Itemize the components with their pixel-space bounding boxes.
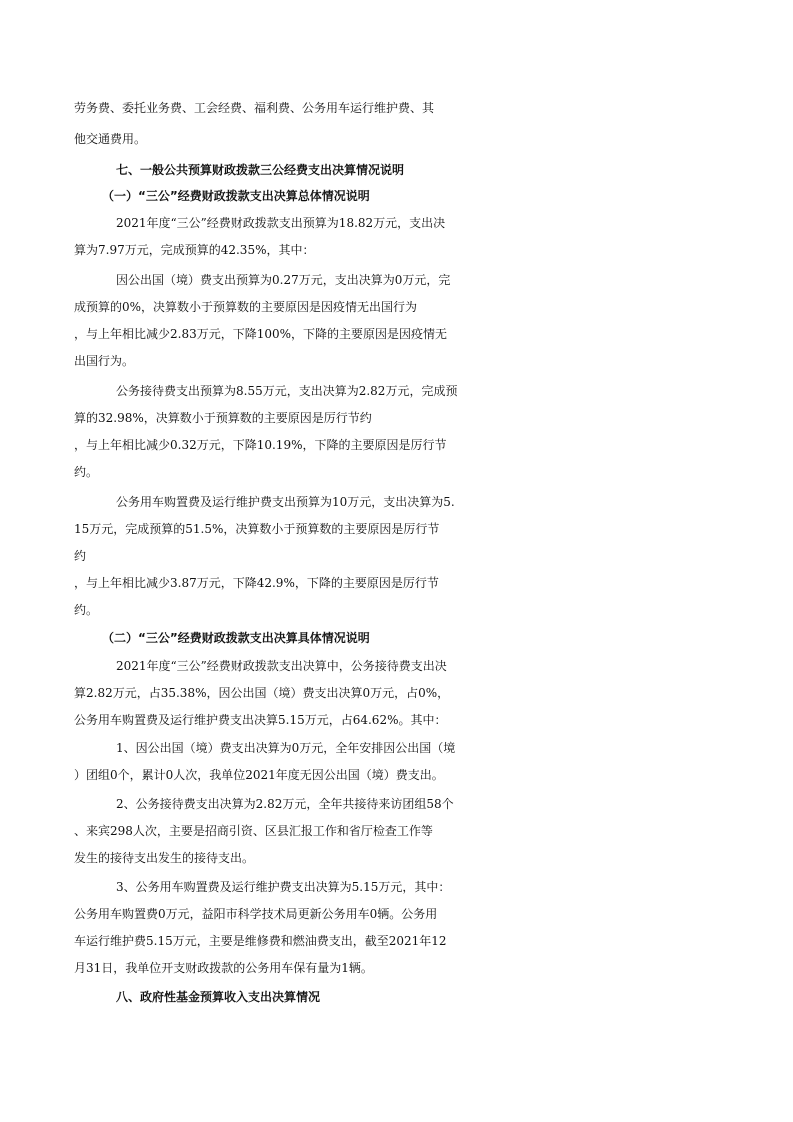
body-text-line: 3、公务用车购置费及运行维护费支出决算为5.15万元，其中： <box>116 880 451 894</box>
body-text-line: 约。 <box>74 603 99 617</box>
body-text-line: 约 <box>74 549 87 563</box>
body-text-line: 出国行为。 <box>74 354 135 368</box>
body-text-line: 算的32.98%，决算数小于预算数的主要原因是厉行节约 <box>74 411 372 425</box>
subsection-heading-1: （一）“三公”经费财政拨款支出决算总体情况说明 <box>102 189 370 203</box>
body-text-line: 车运行维护费5.15万元，主要是维修费和燃油费支出，截至2021年12 <box>74 934 447 948</box>
body-text-line: 劳务费、委托业务费、工会经费、福利费、公务用车运行维护费、其 <box>74 101 435 115</box>
body-text-line: 他交通费用。 <box>74 132 147 146</box>
body-text-line: ，与上年相比减少3.87万元，下降42.9%，下降的主要原因是厉行节 <box>74 576 439 590</box>
body-text-line: 1、因公出国（境）费支出决算为0万元，全年安排因公出国（境 <box>116 741 456 755</box>
body-text-line: 15万元，完成预算的51.5%，决算数小于预算数的主要原因是厉行节 <box>74 522 440 536</box>
body-text-line: 发生的接待支出发生的接待支出。 <box>74 851 255 865</box>
subsection-heading-2: （二）“三公”经费财政拨款支出决算具体情况说明 <box>102 631 370 645</box>
body-text-line: 月31日，我单位开支财政拨款的公务用车保有量为1辆。 <box>74 961 373 975</box>
body-text-line: 因公出国（境）费支出预算为0.27万元，支出决算为0万元，完 <box>116 273 451 287</box>
body-text-line: 2021年度“三公”经费财政拨款支出预算为18.82万元，支出决 <box>116 216 446 230</box>
body-text-line: 约。 <box>74 465 99 479</box>
body-text-line: 公务用车购置费0万元，益阳市科学技术局更新公务用车0辆。公务用 <box>74 907 438 921</box>
body-text-line: 公务用车购置费及运行维护费支出决算5.15万元，占64.62%。其中： <box>74 713 447 727</box>
body-text-line: 成预算的0%，决算数小于预算数的主要原因是因疫情无出国行为 <box>74 300 418 314</box>
body-text-line: 2、公务接待费支出决算为2.82万元，全年共接待来访团组58个 <box>116 797 454 811</box>
section-heading-7: 七、一般公共预算财政拨款三公经费支出决算情况说明 <box>116 163 405 177</box>
body-text-line: 公务用车购置费及运行维护费支出预算为10万元，支出决算为5. <box>116 495 455 509</box>
body-text-line: 、来宾298人次，主要是招商引资、区县汇报工作和省厅检查工作等 <box>74 824 433 838</box>
body-text-line: ）团组0个，累计0人次，我单位2021年度无因公出国（境）费支出。 <box>74 768 444 782</box>
body-text-line: 2021年度“三公”经费财政拨款支出决算中，公务接待费支出决 <box>116 659 447 673</box>
section-heading-8: 八、政府性基金预算收入支出决算情况 <box>116 990 321 1004</box>
body-text-line: ，与上年相比减少2.83万元，下降100%，下降的主要原因是因疫情无 <box>74 327 448 341</box>
body-text-line: 算2.82万元，占35.38%，因公出国（境）费支出决算0万元，占0%， <box>74 686 450 700</box>
body-text-line: 公务接待费支出预算为8.55万元，支出决算为2.82万元，完成预 <box>116 384 458 398</box>
body-text-line: 算为7.97万元，完成预算的42.35%，其中： <box>74 243 315 257</box>
body-text-line: ，与上年相比减少0.32万元，下降10.19%，下降的主要原因是厉行节 <box>74 438 447 452</box>
